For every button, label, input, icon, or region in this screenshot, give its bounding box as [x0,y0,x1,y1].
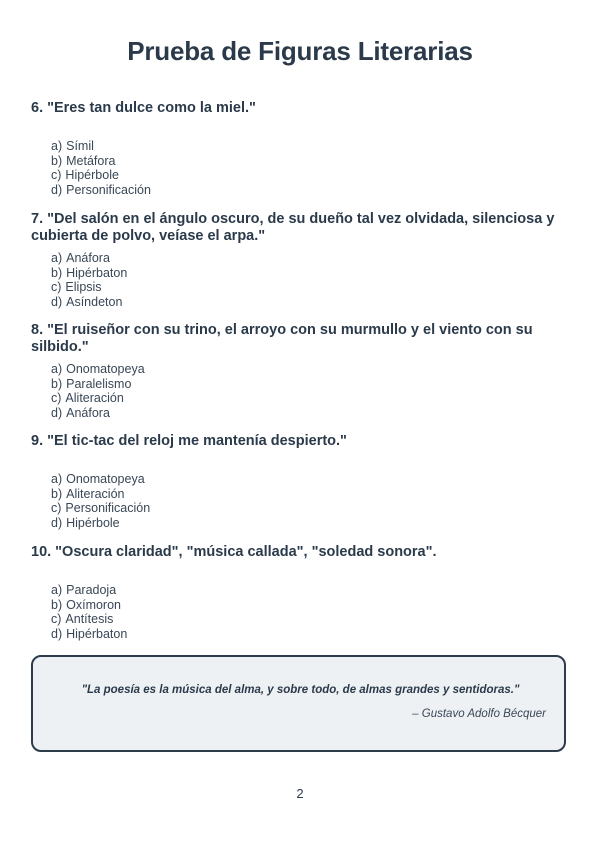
question-10 [31,544,576,641]
option-c[interactable]: c) Antítesis [51,612,114,626]
options-list [31,251,576,309]
option-a[interactable]: a) Onomatopeya [51,362,145,376]
question-text: 6. "Eres tan dulce como la miel." [31,100,256,116]
option-b[interactable]: b) Hipérbaton [51,265,128,280]
option-b[interactable]: b) Metáfora [51,153,116,168]
question-text: 10. "Oscura claridad", "música callada", "soledad sonora". [31,544,437,560]
options-list [31,583,576,641]
page-title: Prueba de Figuras Literarias [127,36,473,66]
option-d[interactable]: d) Asíndeton [51,294,123,309]
option-c[interactable]: c) Hipérbole [51,168,119,182]
question-text: 7. "Del salón en el ángulo oscuro, de su dueño tal vez olvidada, silenciosa y cubierta de polvo, veíase el arpa." [31,211,555,244]
option-d[interactable]: d) Hipérbaton [51,626,128,641]
option-b[interactable]: b) Oxímoron [51,597,122,612]
option-c[interactable]: c) Elipsis [51,280,102,294]
question-text: 8. "El ruiseñor con su trino, el arroyo con su murmullo y el viento con su silbido." [31,322,533,355]
option-d[interactable]: d) Anáfora [51,405,110,420]
options-list [31,472,576,530]
option-d[interactable]: d) Hipérbole [51,515,120,530]
options-list [31,139,576,197]
page-number: 2 [296,786,304,801]
option-d[interactable]: d) Personificación [51,182,151,197]
option-b[interactable]: b) Aliteración [51,486,125,501]
question-7 [31,211,576,309]
question-6 [31,100,576,197]
option-b[interactable]: b) Paralelismo [51,376,132,391]
option-a[interactable]: a) Símil [51,139,94,153]
quote-text: "La poesía es la música del alma, y sobre todo, de almas grandes y sentidoras." [81,684,520,696]
options-list [31,362,576,420]
quote-box [31,655,566,752]
quote-author: – Gustavo Adolfo Bécquer [412,708,546,720]
question-text: 9. "El tic-tac del reloj me mantenía despierto." [31,433,347,449]
option-a[interactable]: a) Onomatopeya [51,472,145,486]
question-8 [31,322,576,420]
option-a[interactable]: a) Paradoja [51,583,117,597]
option-a[interactable]: a) Anáfora [51,251,110,265]
option-c[interactable]: c) Personificación [51,501,151,515]
question-9 [31,433,576,530]
option-c[interactable]: c) Aliteración [51,391,124,405]
